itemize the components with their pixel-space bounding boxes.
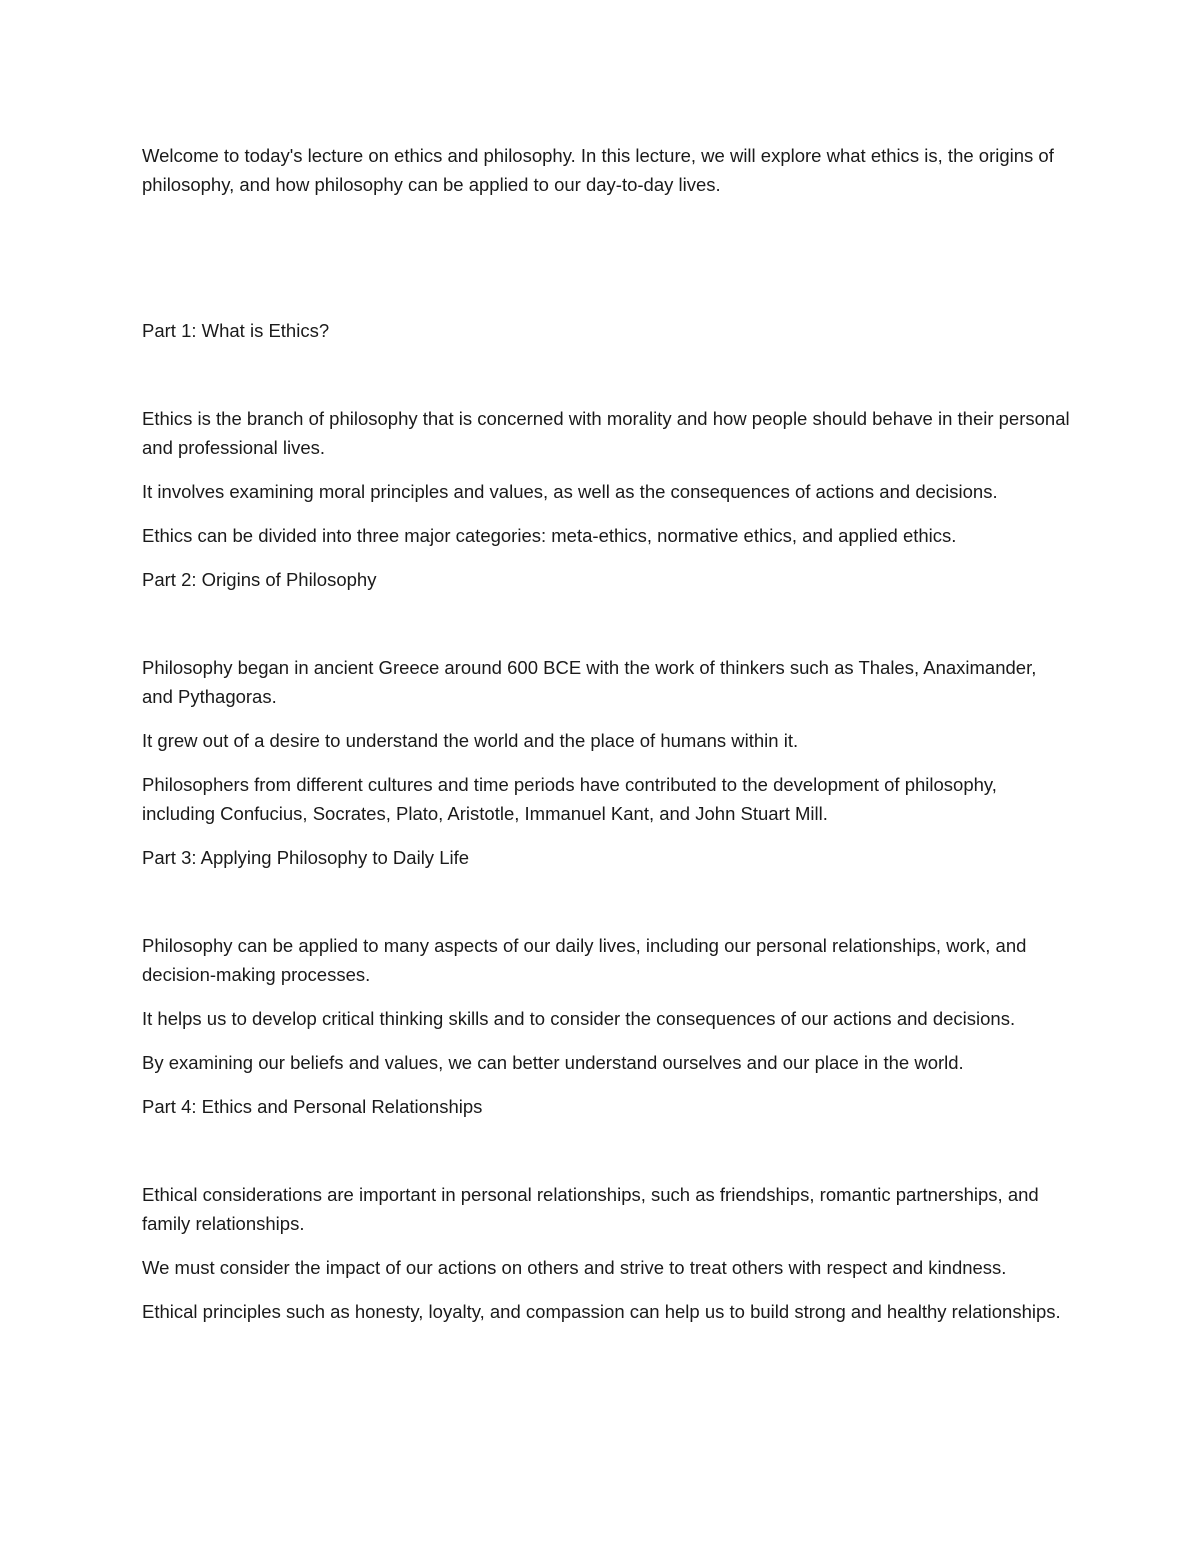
paragraph: Ethical considerations are important in personal relationships, such as friendships, romantic partnerships, and family relationships. xyxy=(142,1184,1039,1234)
section-heading-part-3: Part 3: Applying Philosophy to Daily Life xyxy=(142,847,470,868)
paragraph: Philosophers from different cultures and time periods have contributed to the development of philosophy, including Confucius, Socrates, Plato, Aristotle, Immanuel Kant, and John Stuart Mill. xyxy=(142,774,997,824)
section-heading-part-2: Part 2: Origins of Philosophy xyxy=(142,569,377,590)
paragraph: Ethical principles such as honesty, loyalty, and compassion can help us to build strong and healthy relationships. xyxy=(142,1301,1061,1322)
paragraph: It grew out of a desire to understand the world and the place of humans within it. xyxy=(142,730,799,751)
section-heading-part-4: Part 4: Ethics and Personal Relationships xyxy=(142,1096,483,1117)
paragraph: We must consider the impact of our actions on others and strive to treat others with respect and kindness. xyxy=(142,1257,1007,1278)
paragraph: Philosophy began in ancient Greece around 600 BCE with the work of thinkers such as Thales, Anaximander, and Pythagoras. xyxy=(142,657,1037,707)
paragraph: It involves examining moral principles and values, as well as the consequences of actions and decisions. xyxy=(142,481,998,502)
paragraph: Philosophy can be applied to many aspects of our daily lives, including our personal relationships, work, and decision-making processes. xyxy=(142,935,1027,985)
intro-paragraph: Welcome to today's lecture on ethics and philosophy. In this lecture, we will explore what ethics is, the origins of philosophy, and how philosophy can be applied to our day-to-day lives. xyxy=(142,145,1054,195)
paragraph: It helps us to develop critical thinking skills and to consider the consequences of our actions and decisions. xyxy=(142,1008,1016,1029)
paragraph: Ethics can be divided into three major categories: meta-ethics, normative ethics, and applied ethics. xyxy=(142,525,957,546)
section-heading-part-1: Part 1: What is Ethics? xyxy=(142,320,330,341)
document-body xyxy=(142,141,1072,1341)
paragraph: By examining our beliefs and values, we can better understand ourselves and our place in the world. xyxy=(142,1052,964,1073)
paragraph: Ethics is the branch of philosophy that is concerned with morality and how people should behave in their personal and professional lives. xyxy=(142,408,1070,458)
